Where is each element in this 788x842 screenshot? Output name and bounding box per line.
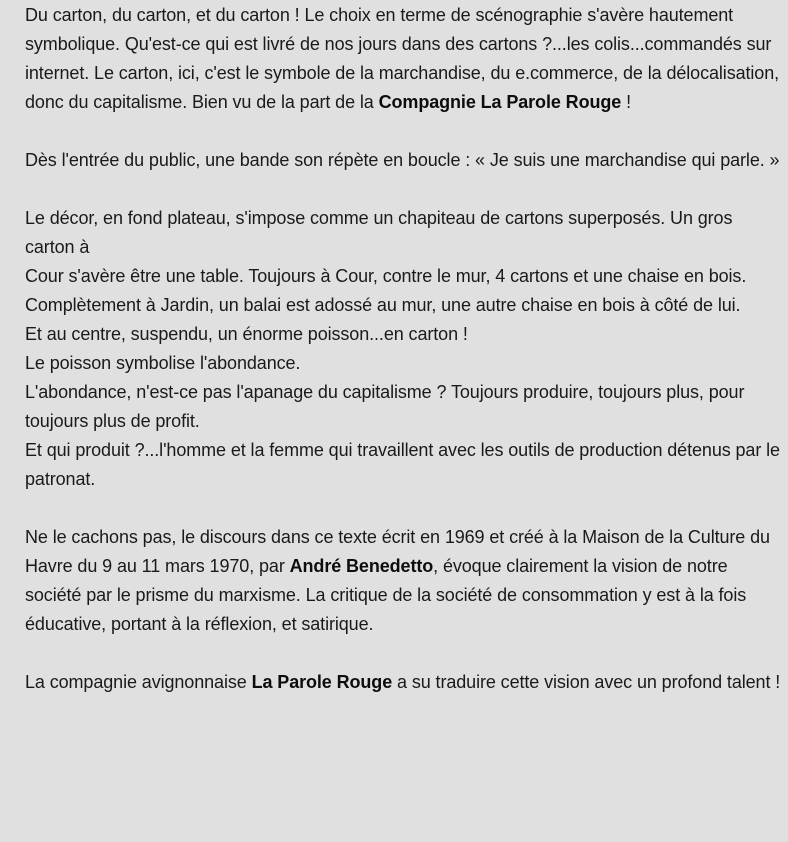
decor-line: L'abondance, n'est-ce pas l'apanage du capitalisme ? Toujours produire, toujours plus, pour toujours plus de profit. bbox=[25, 382, 745, 431]
paragraph-text: La compagnie avignonnaise bbox=[25, 672, 252, 692]
paragraph-soundtrack bbox=[25, 146, 782, 175]
decor-line: Cour s'avère être une table. Toujours à Cour, contre le mur, 4 cartons et une chaise en bois. bbox=[25, 266, 747, 286]
decor-line: Et qui produit ?...l'homme et la femme qui travaillent avec les outils de production détenus par le patronat. bbox=[25, 440, 780, 489]
decor-line: Complètement à Jardin, un balai est adossé au mur, une autre chaise en bois à côté de lui. bbox=[25, 295, 741, 315]
paragraph-text: Du carton, du carton, et du carton ! Le choix en terme de scénographie s'avère hautement symbolique. Qu'est-ce qui est livré de nos jours dans des cartons ?...les colis...commandés sur internet. Le carton, ici, c'est le symbole de la marchandise, du e.commerce, de la délocalisation, donc du capitalisme. Bien vu de la part de la bbox=[25, 5, 780, 112]
decor-line: Le décor, en fond plateau, s'impose comme un chapiteau de cartons superposés. Un gros carton à bbox=[25, 208, 733, 257]
paragraph-text: a su traduire cette vision avec un profond talent ! bbox=[392, 672, 781, 692]
paragraph-text: Ne le cachons pas, le discours dans ce texte écrit en 1969 et créé à la Maison de la Culture du Havre du 9 au 11 mars 1970, par bbox=[25, 527, 770, 576]
paragraph-text: ! bbox=[621, 92, 631, 112]
decor-line: Et au centre, suspendu, un énorme poisson...en carton ! bbox=[25, 324, 468, 344]
company-name: La Parole Rouge bbox=[251, 672, 393, 692]
paragraph-text: Dès l'entrée du public, une bande son répète en boucle : « Je suis une marchandise qui parle. » bbox=[25, 150, 780, 170]
paragraph-scenography bbox=[25, 1, 782, 117]
paragraph-conclusion bbox=[25, 668, 782, 697]
company-name: Compagnie La Parole Rouge bbox=[378, 92, 622, 112]
author-name: André Benedetto bbox=[289, 556, 434, 576]
paragraph-author bbox=[25, 523, 782, 639]
paragraph-text: , évoque clairement la vision de notre société par le prisme du marxisme. La critique de la société de consommation y est à la fois éducative, portant à la réflexion, et satirique. bbox=[25, 556, 747, 634]
paragraph-decor bbox=[25, 204, 782, 494]
decor-line: Le poisson symbolise l'abondance. bbox=[25, 353, 301, 373]
